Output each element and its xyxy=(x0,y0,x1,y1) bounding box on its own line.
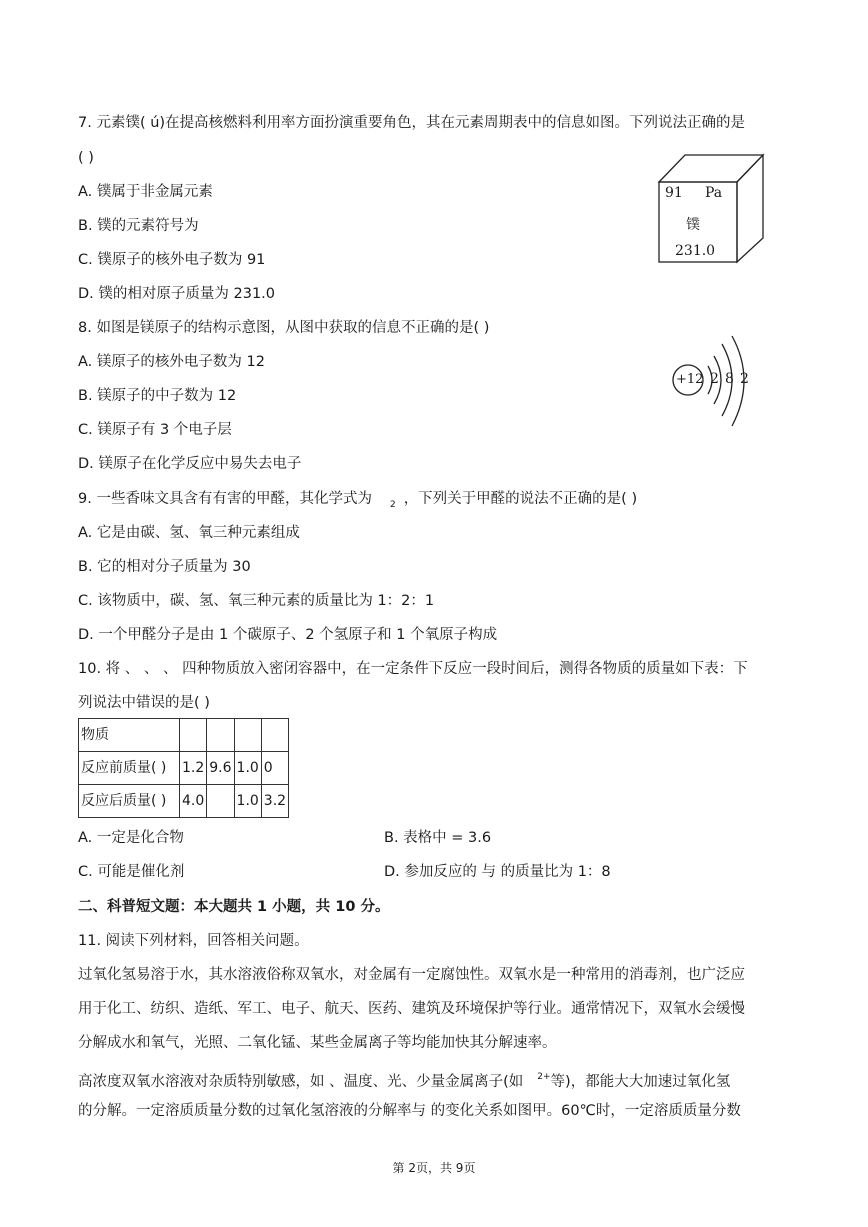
q10-stem-line1: 10. 将 、 、 、 四种物质放入密闭容器中，在一定条件下反应一段时间后，测得各物质的质量如下表：下 xyxy=(78,661,748,677)
element-symbol: Pa xyxy=(705,185,723,201)
nucleus-charge: +12 xyxy=(676,372,704,387)
table-cell: 9.6 xyxy=(207,752,234,785)
q7-option-d: D. 镤的相对原子质量为 231.0 xyxy=(78,286,276,302)
q8-stem: 8. 如图是镁原子的结构示意图，从图中获取的信息不正确的是( ) xyxy=(78,320,490,336)
table-cell: 反应后质量( ) xyxy=(79,785,180,818)
mass-table xyxy=(78,718,289,818)
q11-para1-line3: 分解成水和氧气，光照、二氧化锰、某些金属离子等均能加快其分解速率。 xyxy=(78,1035,557,1051)
q10-option-b: B. 表格中 = 3.6 xyxy=(384,830,492,846)
shell-3-electrons: 2 xyxy=(740,371,749,387)
q11-para1-line2: 用于化工、纺织、造纸、军工、电子、航天、医药、建筑及环境保护等行业。通常情况下，双氧水会缓慢 xyxy=(78,1001,745,1017)
section-heading: 二、科普短文题：本大题共 1 小题，共 10 分。 xyxy=(78,899,390,915)
q8-option-c: C. 镁原子有 3 个电子层 xyxy=(78,422,232,438)
q11-para1-line1: 过氧化氢易溶于水，其水溶液俗称双氧水，对金属有一定腐蚀性。双氧水是一种常用的消毒剂，也广泛应 xyxy=(78,967,745,983)
shell-1-electrons: 2 xyxy=(710,371,719,387)
table-cell xyxy=(207,785,234,818)
table-cell xyxy=(180,719,207,752)
table-row xyxy=(79,785,289,818)
q11-ion-charge: 2+ xyxy=(537,1072,551,1082)
element-card-figure xyxy=(655,152,767,266)
q11-para2-part2: 等)，都能大大加速过氧化氢 xyxy=(550,1074,731,1090)
table-cell: 反应前质量( ) xyxy=(79,752,180,785)
q10-option-a: A. 一定是化合物 xyxy=(78,830,184,846)
q10-option-c: C. 可能是催化剂 xyxy=(78,864,185,880)
table-cell xyxy=(207,719,234,752)
q11-para2-line2: 的分解。一定溶质质量分数的过氧化氢溶液的分解率与 的变化关系如图甲。60℃时，一定溶质质量分数 xyxy=(78,1103,741,1119)
table-cell xyxy=(261,719,288,752)
q9-option-c: C. 该物质中，碳、氢、氧三种元素的质量比为 1：2：1 xyxy=(78,593,435,609)
magnesium-atom-diagram xyxy=(670,330,770,430)
q7-option-c: C. 镤原子的核外电子数为 91 xyxy=(78,252,266,268)
q10-option-d: D. 参加反应的 与 的质量比为 1：8 xyxy=(384,864,611,880)
q8-option-a: A. 镁原子的核外电子数为 12 xyxy=(78,354,265,370)
q7-option-a: A. 镤属于非金属元素 xyxy=(78,184,213,200)
q11-para2-line1 xyxy=(78,1067,730,1092)
q9-option-b: B. 它的相对分子质量为 30 xyxy=(78,559,251,575)
q9-formula-subscript: 2 xyxy=(389,500,396,510)
table-cell: 物质 xyxy=(79,719,180,752)
table-cell: 1.0 xyxy=(234,785,261,818)
q11-para2-part1: 高浓度双氧水溶液对杂质特别敏感，如 、温度、光、少量金属离子(如 xyxy=(78,1074,524,1090)
q8-option-b: B. 镁原子的中子数为 12 xyxy=(78,388,237,404)
table-row xyxy=(79,719,289,752)
table-cell: 1.2 xyxy=(180,752,207,785)
atomic-mass: 231.0 xyxy=(675,243,716,259)
q9-option-a: A. 它是由碳、氢、氧三种元素组成 xyxy=(78,525,300,541)
table-cell xyxy=(234,719,261,752)
table-cell: 4.0 xyxy=(180,785,207,818)
table-cell: 0 xyxy=(261,752,288,785)
q9-option-d: D. 一个甲醛分子是由 1 个碳原子、2 个氢原子和 1 个氧原子构成 xyxy=(78,627,498,643)
q9-stem-part2: ，下列关于甲醛的说法不正确的是( ) xyxy=(403,491,638,507)
q9-stem xyxy=(78,489,637,515)
q7-answer-paren: ( ) xyxy=(78,150,94,166)
atomic-number: 91 xyxy=(665,185,683,201)
q9-stem-part1: 9. 一些香味文具含有有害的甲醛，其化学式为 xyxy=(78,491,372,507)
table-cell: 1.0 xyxy=(234,752,261,785)
shell-2-electrons: 8 xyxy=(725,371,734,387)
q7-option-b: B. 镤的元素符号为 xyxy=(78,218,199,234)
table-cell: 3.2 xyxy=(261,785,288,818)
q10-stem-line2: 列说法中错误的是( ) xyxy=(78,695,210,711)
q7-stem: 7. 元素镤( ú)在提高核燃料利用率方面扮演重要角色，其在元素周期表中的信息如图。下列说法正确的是 xyxy=(78,115,746,131)
q8-option-d: D. 镁原子在化学反应中易失去电子 xyxy=(78,456,302,472)
page-footer: 第 2页，共 9页 xyxy=(392,1161,476,1175)
table-row xyxy=(79,752,289,785)
q11-stem: 11. 阅读下列材料，回答相关问题。 xyxy=(78,933,309,949)
element-name: 镤 xyxy=(686,217,700,233)
